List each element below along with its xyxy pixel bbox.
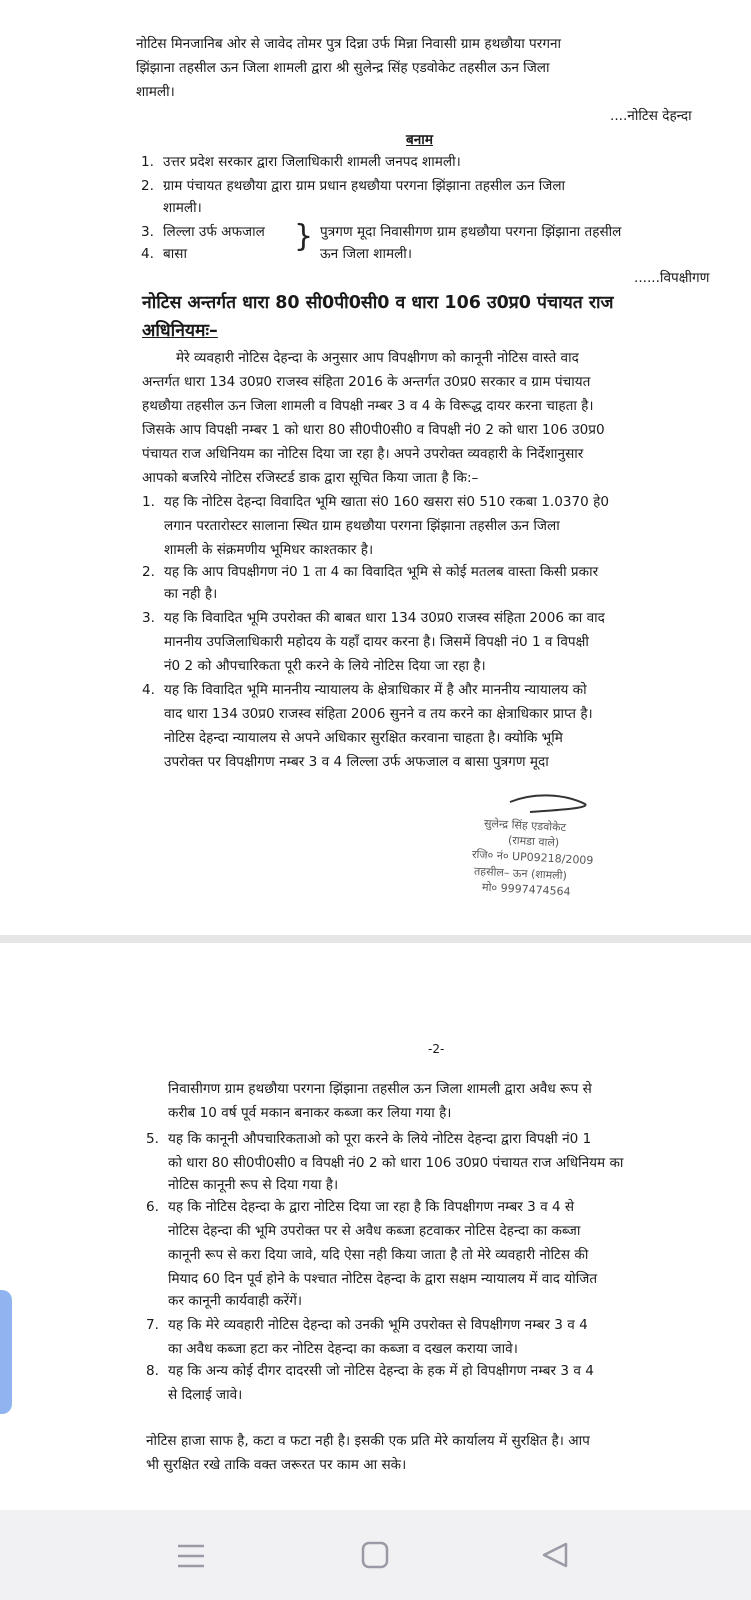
party-desc-line: ऊन जिला शामली।	[320, 246, 412, 262]
page-separator	[0, 935, 751, 943]
party-name: बासा	[163, 246, 187, 262]
point-line: यह कि नोटिस देहन्दा विवादित भूमि खाता सं0 160 खसरा सं0 510 रकबा 1.0370 हे0	[164, 494, 609, 510]
stamp-line: सुलेन्द्र सिंह एडवोकेट	[483, 816, 567, 835]
party-number: 1.	[141, 154, 154, 170]
body-line: अन्तर्गत धारा 134 उ0प्र0 राजस्व संहिता 2016 के अन्तर्गत उ0प्र0 सरकार व ग्राम पंचायत	[142, 374, 591, 390]
party-line: शामली।	[163, 200, 202, 216]
point-line: यह कि अन्य कोई दीगर दादरसी जो नोटिस देहन्दा के हक में हो विपक्षीगण नम्बर 3 व 4	[168, 1363, 594, 1379]
system-navigation-bar	[0, 1510, 751, 1600]
banam-heading: बनाम	[406, 132, 433, 148]
party-number: 2.	[141, 178, 154, 194]
curly-brace-icon: }	[294, 219, 314, 254]
notice-party-label: ....नोटिस देहन्दा	[610, 108, 692, 124]
closing-line: भी सुरक्षित रखे ताकि वक्त जरूरत पर काम आ सके।	[146, 1457, 407, 1473]
stamp-line: (रामडा वाले)	[507, 833, 560, 850]
notice-heading: अधिनियमः–	[142, 321, 218, 341]
back-icon[interactable]	[540, 1540, 570, 1570]
continuation-line: करीब 10 वर्ष पूर्व मकान बनाकर कब्जा कर लिया गया है।	[168, 1105, 452, 1121]
body-line: जिसके आप विपक्षी नम्बर 1 को धारा 80 सी0पी0सी0 व विपक्षी नं0 2 को धारा 106 उ0प्र0	[142, 422, 605, 438]
menu-icon[interactable]	[176, 1542, 206, 1570]
point-line: नोटिस देहन्दा न्यायालय से अपने अधिकार सुरक्षित करवाना चाहता है। क्योकि भूमि	[164, 730, 563, 746]
intro-line: नोटिस मिनजानिब ओर से जावेद तोमर पुत्र दिन्ना उर्फ मिन्ना निवासी ग्राम हथछौया परगना	[136, 36, 562, 52]
point-number: 6.	[146, 1199, 159, 1215]
point-line: का नही है।	[164, 586, 218, 602]
party-desc-line: पुत्रगण मूदा निवासीगण ग्राम हथछौया परगना झिंझाना तहसील	[320, 224, 622, 240]
point-line: उपरोक्त पर विपक्षीगण नम्बर 3 व 4 लिल्ला उर्फ अफजाल व बासा पुत्रगण मूदा	[164, 754, 549, 770]
point-line: यह कि आप विपक्षीगण नं0 1 ता 4 का विवादित भूमि से कोई मतलब वास्ता किसी प्रकार	[164, 564, 599, 580]
body-line: पंचायत राज अधिनियम का नोटिस दिया जा रहा है। अपने उपरोक्त व्यवहारी के निर्देशानुसार	[142, 446, 584, 462]
point-line: नोटिस कानूनी रूप से दिया गया है।	[168, 1177, 339, 1193]
party-number: 4.	[141, 246, 154, 262]
point-line: शामली के संक्रमणीय भूमिधर काश्तकार है।	[164, 542, 374, 558]
page-number: -2-	[428, 1042, 445, 1056]
point-line: को धारा 80 सी0पी0सी0 व विपक्षी नं0 2 को धारा 106 उ0प्र0 पंचायत राज अधिनियम का	[168, 1155, 624, 1171]
intro-line: शामली।	[136, 84, 175, 100]
body-line: हथछौया तहसील ऊन जिला शामली व विपक्षी नम्बर 3 व 4 के विरूद्ध दायर करना चाहता है।	[142, 398, 594, 414]
stamp-line: रजि० नं० UP09218/2009	[471, 847, 594, 868]
point-line: यह कि विवादित भूमि उपरोक्त की बाबत धारा 134 उ0प्र0 राजस्व संहिता 2006 का वाद	[164, 610, 605, 626]
point-line: यह कि कानूनी औपचारिकताओ को पूरा करने के लिये नोटिस देहन्दा द्वारा विपक्षी नं0 1	[168, 1131, 592, 1147]
home-icon[interactable]	[360, 1540, 390, 1570]
point-line: नं0 2 को औपचारिकता पूरी करने के लिये नोटिस दिया जा रहा है।	[164, 658, 486, 674]
stamp-line: मो० 9997474564	[481, 880, 571, 899]
party-name: लिल्ला उर्फ अफजाल	[163, 224, 265, 240]
point-line: यह कि मेरे व्यवहारी नोटिस देहन्दा को उनकी भूमि उपरोक्त से विपक्षीगण नम्बर 3 व 4	[168, 1317, 588, 1333]
party-line: उत्तर प्रदेश सरकार द्वारा जिलाधिकारी शामली जनपद शामली।	[163, 154, 461, 170]
point-number: 7.	[146, 1317, 159, 1333]
body-line: मेरे व्यवहारी नोटिस देहन्दा के अनुसार आप विपक्षीगण को कानूनी नोटिस वास्ते वाद	[176, 350, 579, 366]
notice-heading: नोटिस अन्तर्गत धारा 80 सी0पी0सी0 व धारा 106 उ0प्र0 पंचायत राज	[142, 293, 614, 313]
point-line: माननीय उपजिलाधिकारी महोदय के यहाँ दायर करना है। जिसमें विपक्षी नं0 1 व विपक्षी	[164, 634, 589, 650]
side-panel-handle[interactable]	[0, 1290, 12, 1414]
point-line: वाद धारा 134 उ0प्र0 राजस्व संहिता 2006 सुनने व तय करने का क्षेत्राधिकार प्राप्त है।	[164, 706, 593, 722]
point-number: 3.	[142, 610, 155, 626]
point-number: 4.	[142, 682, 155, 698]
body-line: आपको बजरिये नोटिस रजिस्टर्ड डाक द्वारा सूचित किया जाता है कि:–	[142, 470, 479, 486]
document-page-2	[0, 943, 751, 1510]
closing-line: नोटिस हाजा साफ है, कटा व फटा नही है। इसकी एक प्रति मेरे कार्यालय में सुरक्षित है। आप	[146, 1433, 590, 1449]
point-line: यह कि विवादित भूमि माननीय न्यायालय के क्षेत्राधिकार में है और माननीय न्यायालय को	[164, 682, 587, 698]
point-line: नोटिस देहन्दा की भूमि उपरोक्त पर से अवैध कब्जा हटवाकर नोटिस देहन्दा का कब्जा	[168, 1223, 581, 1239]
point-number: 8.	[146, 1363, 159, 1379]
intro-line: झिंझाना तहसील ऊन जिला शामली द्वारा श्री सुलेन्द्र सिंह एडवोकेट तहसील ऊन जिला	[136, 60, 550, 76]
point-line: का अवैध कब्जा हटा कर नोटिस देहन्दा का कब्जा व दखल कराया जावे।	[168, 1341, 518, 1357]
point-line: मियाद 60 दिन पूर्व होने के पश्चात नोटिस देहन्दा के द्वारा सक्षम न्यायालय में वाद योजित	[168, 1271, 598, 1287]
point-number: 5.	[146, 1131, 159, 1147]
continuation-line: निवासीगण ग्राम हथछौया परगना झिंझाना तहसील ऊन जिला शामली द्वारा अवैध रूप से	[168, 1081, 592, 1097]
party-number: 3.	[141, 224, 154, 240]
opposite-party-label: ......विपक्षीगण	[634, 270, 710, 286]
party-line: ग्राम पंचायत हथछौया द्वारा ग्राम प्रधान हथछौया परगना झिंझाना तहसील ऊन जिला	[163, 178, 566, 194]
stamp-line: तहसील– ऊन (शामली)	[473, 864, 568, 883]
point-number: 2.	[142, 564, 155, 580]
point-line: लगान परतारोस्टर सालाना स्थित ग्राम हथछौया परगना झिंझाना तहसील ऊन जिला	[164, 518, 560, 534]
point-line: यह कि नोटिस देहन्दा के द्वारा नोटिस दिया जा रहा है कि विपक्षीगण नम्बर 3 व 4 से	[168, 1199, 575, 1215]
point-line: कानूनी रूप से करा दिया जावे, यदि ऐसा नही किया जाता है तो मेरे व्यवहारी नोटिस की	[168, 1247, 589, 1263]
point-number: 1.	[142, 494, 155, 510]
point-line: से दिलाई जावे।	[168, 1387, 243, 1403]
point-line: कर कानूनी कार्यवाही करेंगें।	[168, 1293, 303, 1309]
